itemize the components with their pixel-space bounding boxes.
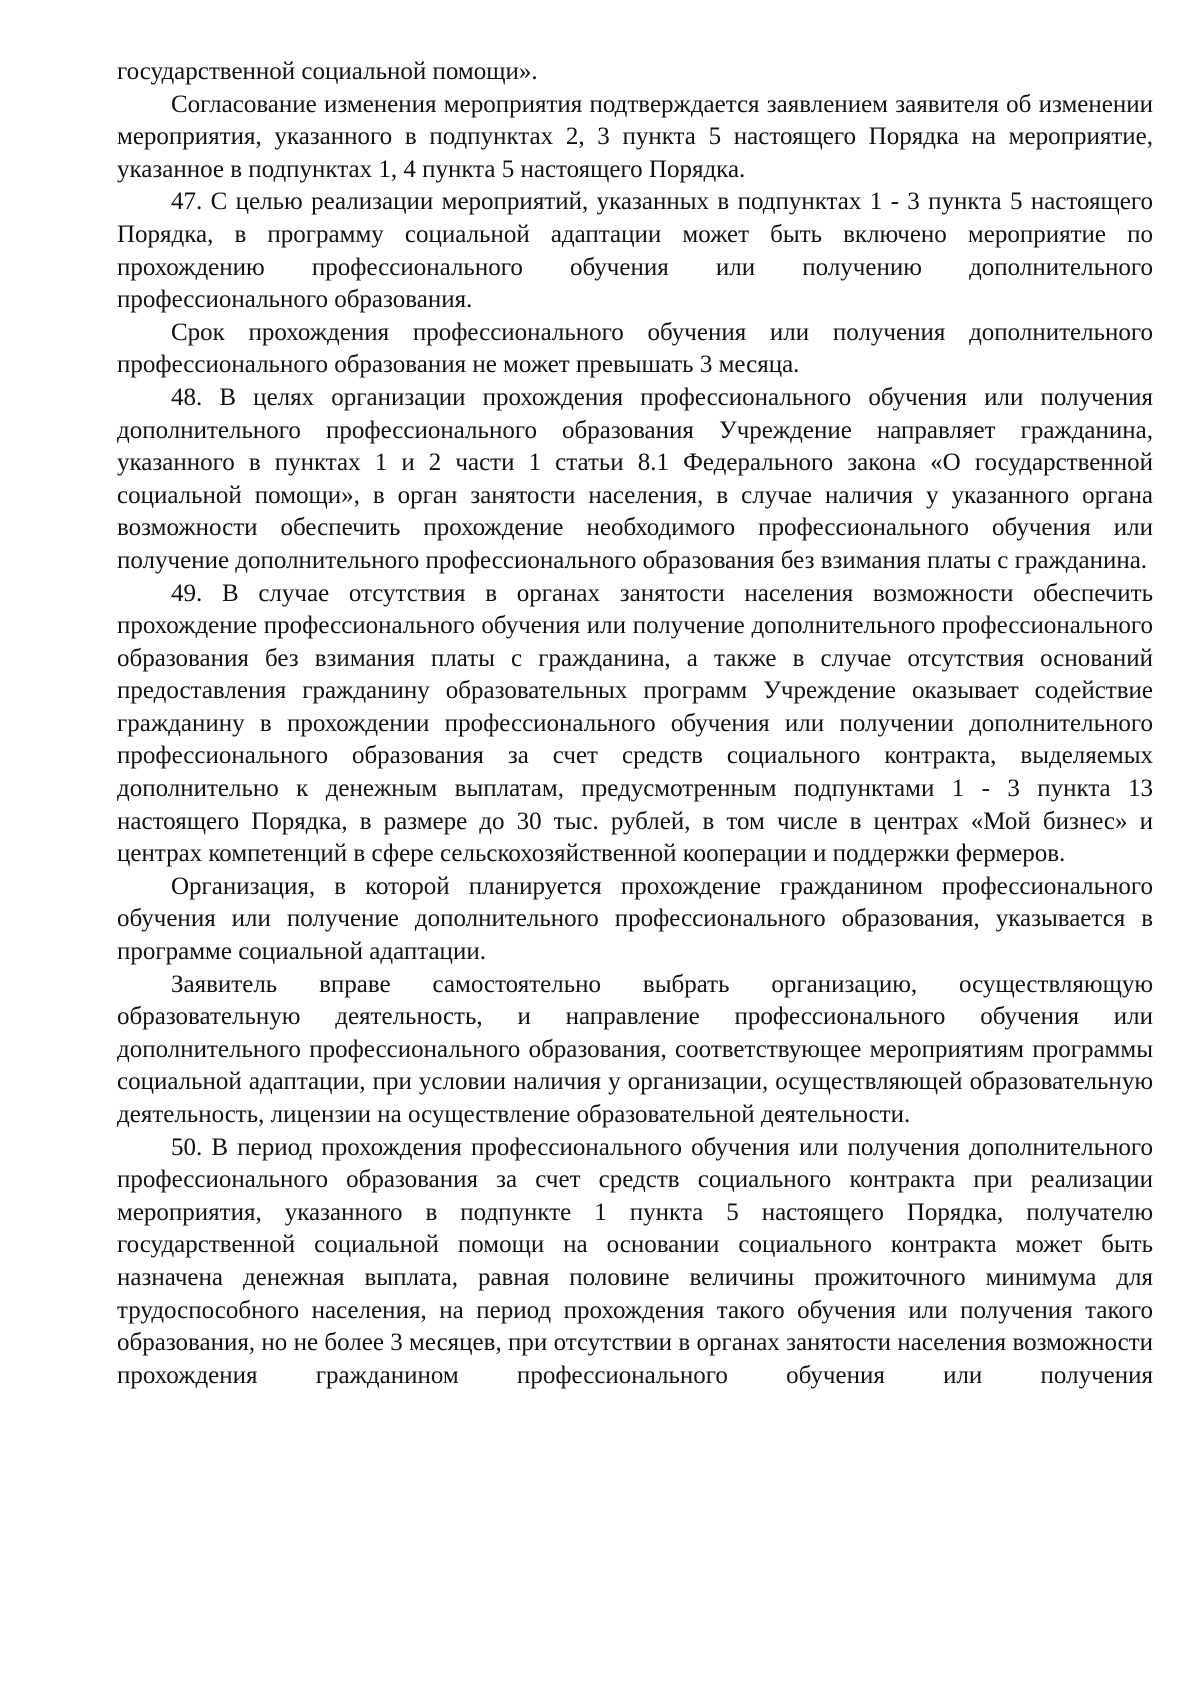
paragraph-continuation: государственной социальной помощи». [117,58,538,85]
paragraph-organization: Организация, в которой планируется прохождение гражданином профессионального обучения или получение дополнительного профессионального образования, указывается в программе социальной адаптации. [117,872,1153,966]
paragraph-applicant-choice: Заявитель вправе самостоятельно выбрать организацию, осуществляющую образовательную деятельность, и направление профессионального обучения или дополнительного профессионального образования, соответствующее мероприятиям программы социальной адаптации, при условии наличия у организации, осуществляющей образовательную деятельность, лицензии на осуществление образовательной деятельности. [117,970,1153,1128]
document-body [117,56,1153,1392]
paragraph-clause-47: 47. С целью реализации мероприятий, указанных в подпунктах 1 - 3 пункта 5 настоящего Порядка, в программу социальной адаптации может быть включено мероприятие по прохождению профессионального обучения или получению дополнительного профессионального образования. [117,188,1153,314]
paragraph-approval-change: Согласование изменения мероприятия подтверждается заявлением заявителя об изменении мероприятия, указанного в подпунктах 2, 3 пункта 5 настоящего Порядка на мероприятие, указанное в подпунктах 1, 4 пункта 5 настоящего Порядка. [117,90,1153,183]
paragraph-clause-49: 49. В случае отсутствия в органах занятости населения возможности обеспечить прохождение профессионального обучения или получение дополнительного профессионального образования без взимания платы с гражданина, а также в случае отсутствия оснований предоставления гражданину образовательных программ Учреждение оказывает содействие гражданину в прохождении профессионального обучения или получении дополнительного профессионального образования за счет средств социального контракта, выделяемых дополнительно к денежным выплатам, предусмотренным подпунктами 1 - 3 пункта 13 настоящего Порядка, в размере до 30 тыс. рублей, в том числе в центрах «Мой бизнес» и центрах компетенций в сфере сельскохозяйственной кооперации и поддержки фермеров. [117,579,1153,868]
paragraph-clause-48: 48. В целях организации прохождения профессионального обучения или получения дополнительного профессионального образования Учреждение направляет гражданина, указанного в пунктах 1 и 2 части 1 статьи 8.1 Федерального закона «О государственной социальной помощи», в орган занятости населения, в случае наличия у указанного органа возможности обеспечить прохождение необходимого профессионального обучения или получение дополнительного профессионального образования без взимания платы с гражданина. [117,383,1153,574]
paragraph-training-term: Срок прохождения профессионального обучения или получения дополнительного профессионального образования не может превышать 3 месяца. [117,318,1153,379]
paragraph-clause-50: 50. В период прохождения профессионального обучения или получения дополнительного профессионального образования за счет средств социального контракта при реализации мероприятия, указанного в подпункте 1 пункта 5 настоящего Порядка, получателю государственной социальной помощи на основании социального контракта может быть назначена денежная выплата, равная половине величины прожиточного минимума для трудоспособного населения, на период прохождения такого обучения или получения такого образования, но не более 3 месяцев, при отсутствии в органах занятости населения возможности прохождения гражданином профессионального обучения или получения [117,1133,1153,1389]
